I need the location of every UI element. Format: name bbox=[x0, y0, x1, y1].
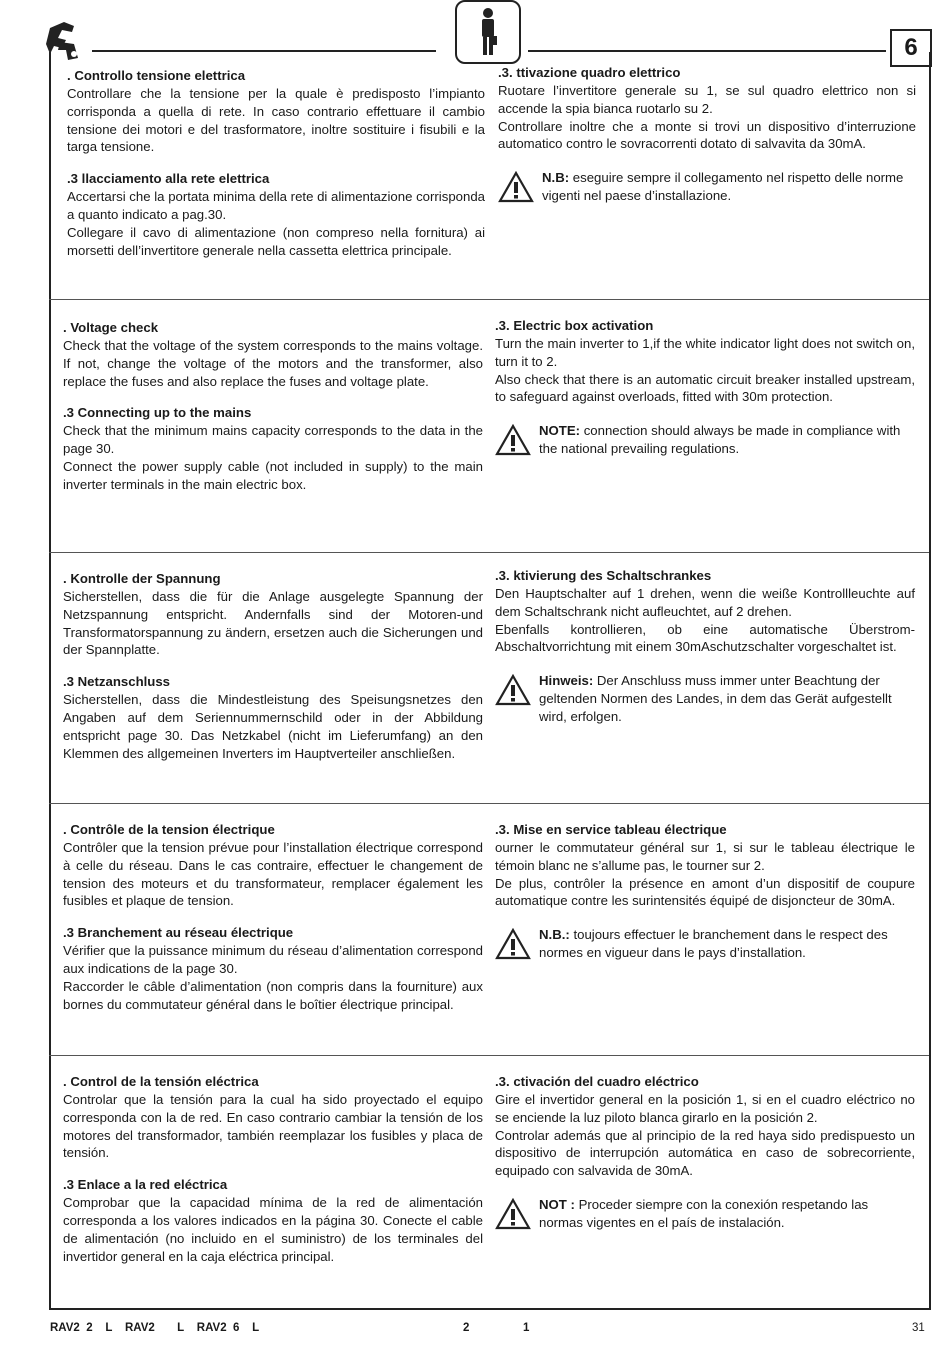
section-de-left bbox=[63, 570, 483, 762]
heading-voltage-check: . Controllo tensione elettrica bbox=[67, 68, 246, 83]
paragraph: Sicherstellen, dass die Mindestleistung des Speisungsnetzes den Angaben auf dem Seriennummernschild oder in der Abbildung entspricht page 30. Das Netzkabel (nicht im Lieferumfang) an den Klemmen des allgemeinen Inverters im Hauptverteiler anschließen. bbox=[63, 692, 483, 761]
warning-triangle-icon bbox=[495, 674, 531, 706]
note-text: Proceder siempre con la conexión respetando las normas vigentes en el país de instalación. bbox=[539, 1196, 869, 1230]
paragraph: Den Hauptschalter auf 1 drehen, wenn die weiße Kontrollleuchte auf dem Schaltschrank nicht aufleuchtet, auf 2 drehen. bbox=[495, 586, 915, 619]
paragraph: ourner le commutateur général sur 1, si sur le tableau électrique le témoin blanc ne s’allume pas, le tourner sur 2. bbox=[495, 840, 915, 873]
warning-note bbox=[498, 169, 916, 205]
heading-voltage-check: . Kontrolle der Spannung bbox=[63, 571, 221, 586]
paragraph: Controlar que la tensión para la cual ha sido proyectado el equipo corresponda con la de red. En caso contrario cambiar la tensión de los motores del transformador, también reemplazar los fusibles y placa de tensión. bbox=[63, 1092, 483, 1161]
note-label: N.B: bbox=[542, 170, 570, 186]
page-number: 31 bbox=[912, 1322, 925, 1334]
section-divider bbox=[49, 803, 929, 804]
heading-mains-connection: .3 llacciamento alla rete elettrica bbox=[67, 171, 270, 187]
paragraph: Also check that there is an automatic circuit breaker installed upstream, to safeguard against overloads, fitted with 30m protection. bbox=[495, 371, 915, 405]
note-label: NOT : bbox=[539, 1196, 575, 1212]
section-es-left bbox=[63, 1073, 483, 1265]
heading-box-activation: .3. ctivación del cuadro eléctrico bbox=[495, 1074, 699, 1089]
heading-voltage-check: . Contrôle de la tension électrique bbox=[63, 822, 275, 837]
heading-mains-connection: .3 Netzanschluss bbox=[63, 674, 171, 690]
note-label: Hinweis: bbox=[539, 673, 594, 689]
warning-note bbox=[495, 926, 915, 962]
paragraph: Turn the main inverter to 1,if the white indicator light does not switch on, turn it to 2. bbox=[495, 336, 915, 369]
paragraph: Controllare inoltre che a monte si trovi un dispositivo d’interruzione automatico contro le sovracorrenti dotato di salvavita da 30mA. bbox=[498, 118, 916, 152]
note-label: N.B.: bbox=[539, 927, 570, 943]
chapter-number: 6 bbox=[890, 29, 932, 67]
note-text: toujours effectuer le branchement dans le respect des normes en vigueur dans le pays d’installation. bbox=[539, 927, 888, 960]
paragraph: Ruotare l’invertitore generale su 1, se sul quadro elettrico non si accende la spia bianca ruotarlo su 2. bbox=[498, 83, 916, 116]
section-fr-left bbox=[63, 821, 483, 1013]
paragraph: Controllare che la tensione per la quale è predisposto l’impianto corrisponda a quella di rete. In caso contrario effettuare il cambio tensione dei motori e del trasformatore, inoltre sostituire i fisubili e la targa tensione. bbox=[67, 86, 485, 155]
footer-mid-2: 1 bbox=[523, 1322, 530, 1334]
section-divider bbox=[49, 299, 929, 300]
heading-box-activation: .3. Mise en service tableau électrique bbox=[495, 822, 727, 837]
warning-note bbox=[495, 1196, 915, 1232]
section-en-left bbox=[63, 319, 483, 494]
warning-note bbox=[495, 422, 915, 458]
note-text: Der Anschluss muss immer unter Beachtung der geltenden Normen des Landes, in dem das Gerät aufgestellt wird, erfolgen. bbox=[539, 673, 892, 724]
heading-mains-connection: .3 Branchement au réseau électrique bbox=[63, 925, 294, 941]
section-de-right bbox=[495, 567, 915, 726]
paragraph: Comprobar que la capacidad mínima de la red de alimentación corresponda a los valores indicados en la página 30. Conecte el cable de alimentación (no incluido en el suministro) de los terminales del invertidor general en la caja eléctrica principal. bbox=[63, 1195, 483, 1264]
paragraph: Connect the power supply cable (not included in supply) to the main inverter terminals in the main electric box. bbox=[63, 458, 483, 492]
heading-voltage-check: . Control de la tensión eléctrica bbox=[63, 1074, 259, 1089]
section-es-right bbox=[495, 1073, 915, 1232]
note-text: eseguire sempre il collegamento nel rispetto delle norme vigenti nel paese d’installazione. bbox=[542, 170, 904, 203]
warning-triangle-icon bbox=[495, 928, 531, 960]
paragraph: Accertarsi che la portata minima della rete di alimentazione corrisponda a quanto indicato a pag.30. bbox=[67, 189, 485, 222]
warning-triangle-icon bbox=[495, 424, 531, 456]
paragraph: Collegare il cavo di alimentazione (non compreso nella fornitura) ai morsetti dell’invertitore generale nella cassetta elettrica principale. bbox=[67, 224, 485, 258]
section-divider bbox=[49, 552, 929, 553]
footer-mid-1: 2 bbox=[463, 1322, 470, 1334]
warning-triangle-icon bbox=[498, 171, 534, 203]
paragraph: Ebenfalls kontrollieren, ob eine automatische Überstrom-Abschaltvorrichtung mit einem 30mAschutzschalter vorgeschaltet ist. bbox=[495, 621, 915, 655]
heading-mains-connection: .3 Enlace a la red eléctrica bbox=[63, 1177, 228, 1193]
warning-note bbox=[495, 672, 915, 725]
section-it-right bbox=[498, 64, 916, 205]
paragraph: Controlar además que al principio de la red haya sido predispuesto un dispositivo de interrupción automática en caso de sobrecorriente, equipado con salvavida de 30mA. bbox=[495, 1127, 915, 1179]
heading-box-activation: .3. ktivierung des Schaltschrankes bbox=[495, 568, 712, 583]
note-label: NOTE: bbox=[539, 423, 581, 439]
section-fr-right bbox=[495, 821, 915, 962]
paragraph: De plus, contrôler la présence en amont d’un dispositif de coupure automatique contre les surintensités équipé de disjoncteur de 30mA. bbox=[495, 875, 915, 909]
paragraph: Contrôler que la tension prévue pour l’installation électrique correspond à celle du réseau. Dans le cas contraire, effectuer le changement de tension des moteurs et du transformateur, remplacer également les fusibles et plaque de tension. bbox=[63, 840, 483, 909]
paragraph: Vérifier que la puissance minimum du réseau d’alimentation correspond aux indications de la page 30. bbox=[63, 943, 483, 976]
paragraph: Check that the voltage of the system corresponds to the mains voltage. If not, change the voltage of the motors and the transformer, also replace the fuses and also replace the fuses and voltage plate. bbox=[63, 338, 483, 389]
section-it-left bbox=[67, 67, 485, 259]
paragraph: Gire el invertidor general en la posición 1, si en el cuadro eléctrico no se enciende la luz piloto blanca girarlo en la posición 2. bbox=[495, 1092, 915, 1125]
heading-mains-connection: .3 Connecting up to the mains bbox=[63, 405, 252, 421]
paragraph: Sicherstellen, dass die für die Anlage ausgelegte Spannung der Netzspannung entspricht. Andernfalls sind der Motoren-und Transformatorspannung zu ändern, ersetzen auch die Sicherungen und der Spannplatte. bbox=[63, 589, 483, 658]
section-en-right bbox=[495, 317, 915, 458]
warning-triangle-icon bbox=[495, 1198, 531, 1230]
heading-voltage-check: . Voltage check bbox=[63, 320, 159, 335]
section-divider bbox=[49, 1055, 929, 1056]
footer-model: RAV2 2 L RAV2 L RAV2 6 L bbox=[50, 1322, 260, 1334]
heading-box-activation: .3. Electric box activation bbox=[495, 318, 654, 333]
paragraph: Check that the minimum mains capacity corresponds to the data in the page 30. bbox=[63, 423, 483, 457]
heading-box-activation: .3. ttivazione quadro elettrico bbox=[498, 65, 681, 80]
note-text: connection should always be made in compliance with the national prevailing regulations. bbox=[539, 423, 901, 456]
paragraph: Raccorder le câble d’alimentation (non compris dans la fourniture) aux bornes du commutateur général dans le boîtier électrique principal. bbox=[63, 978, 483, 1012]
